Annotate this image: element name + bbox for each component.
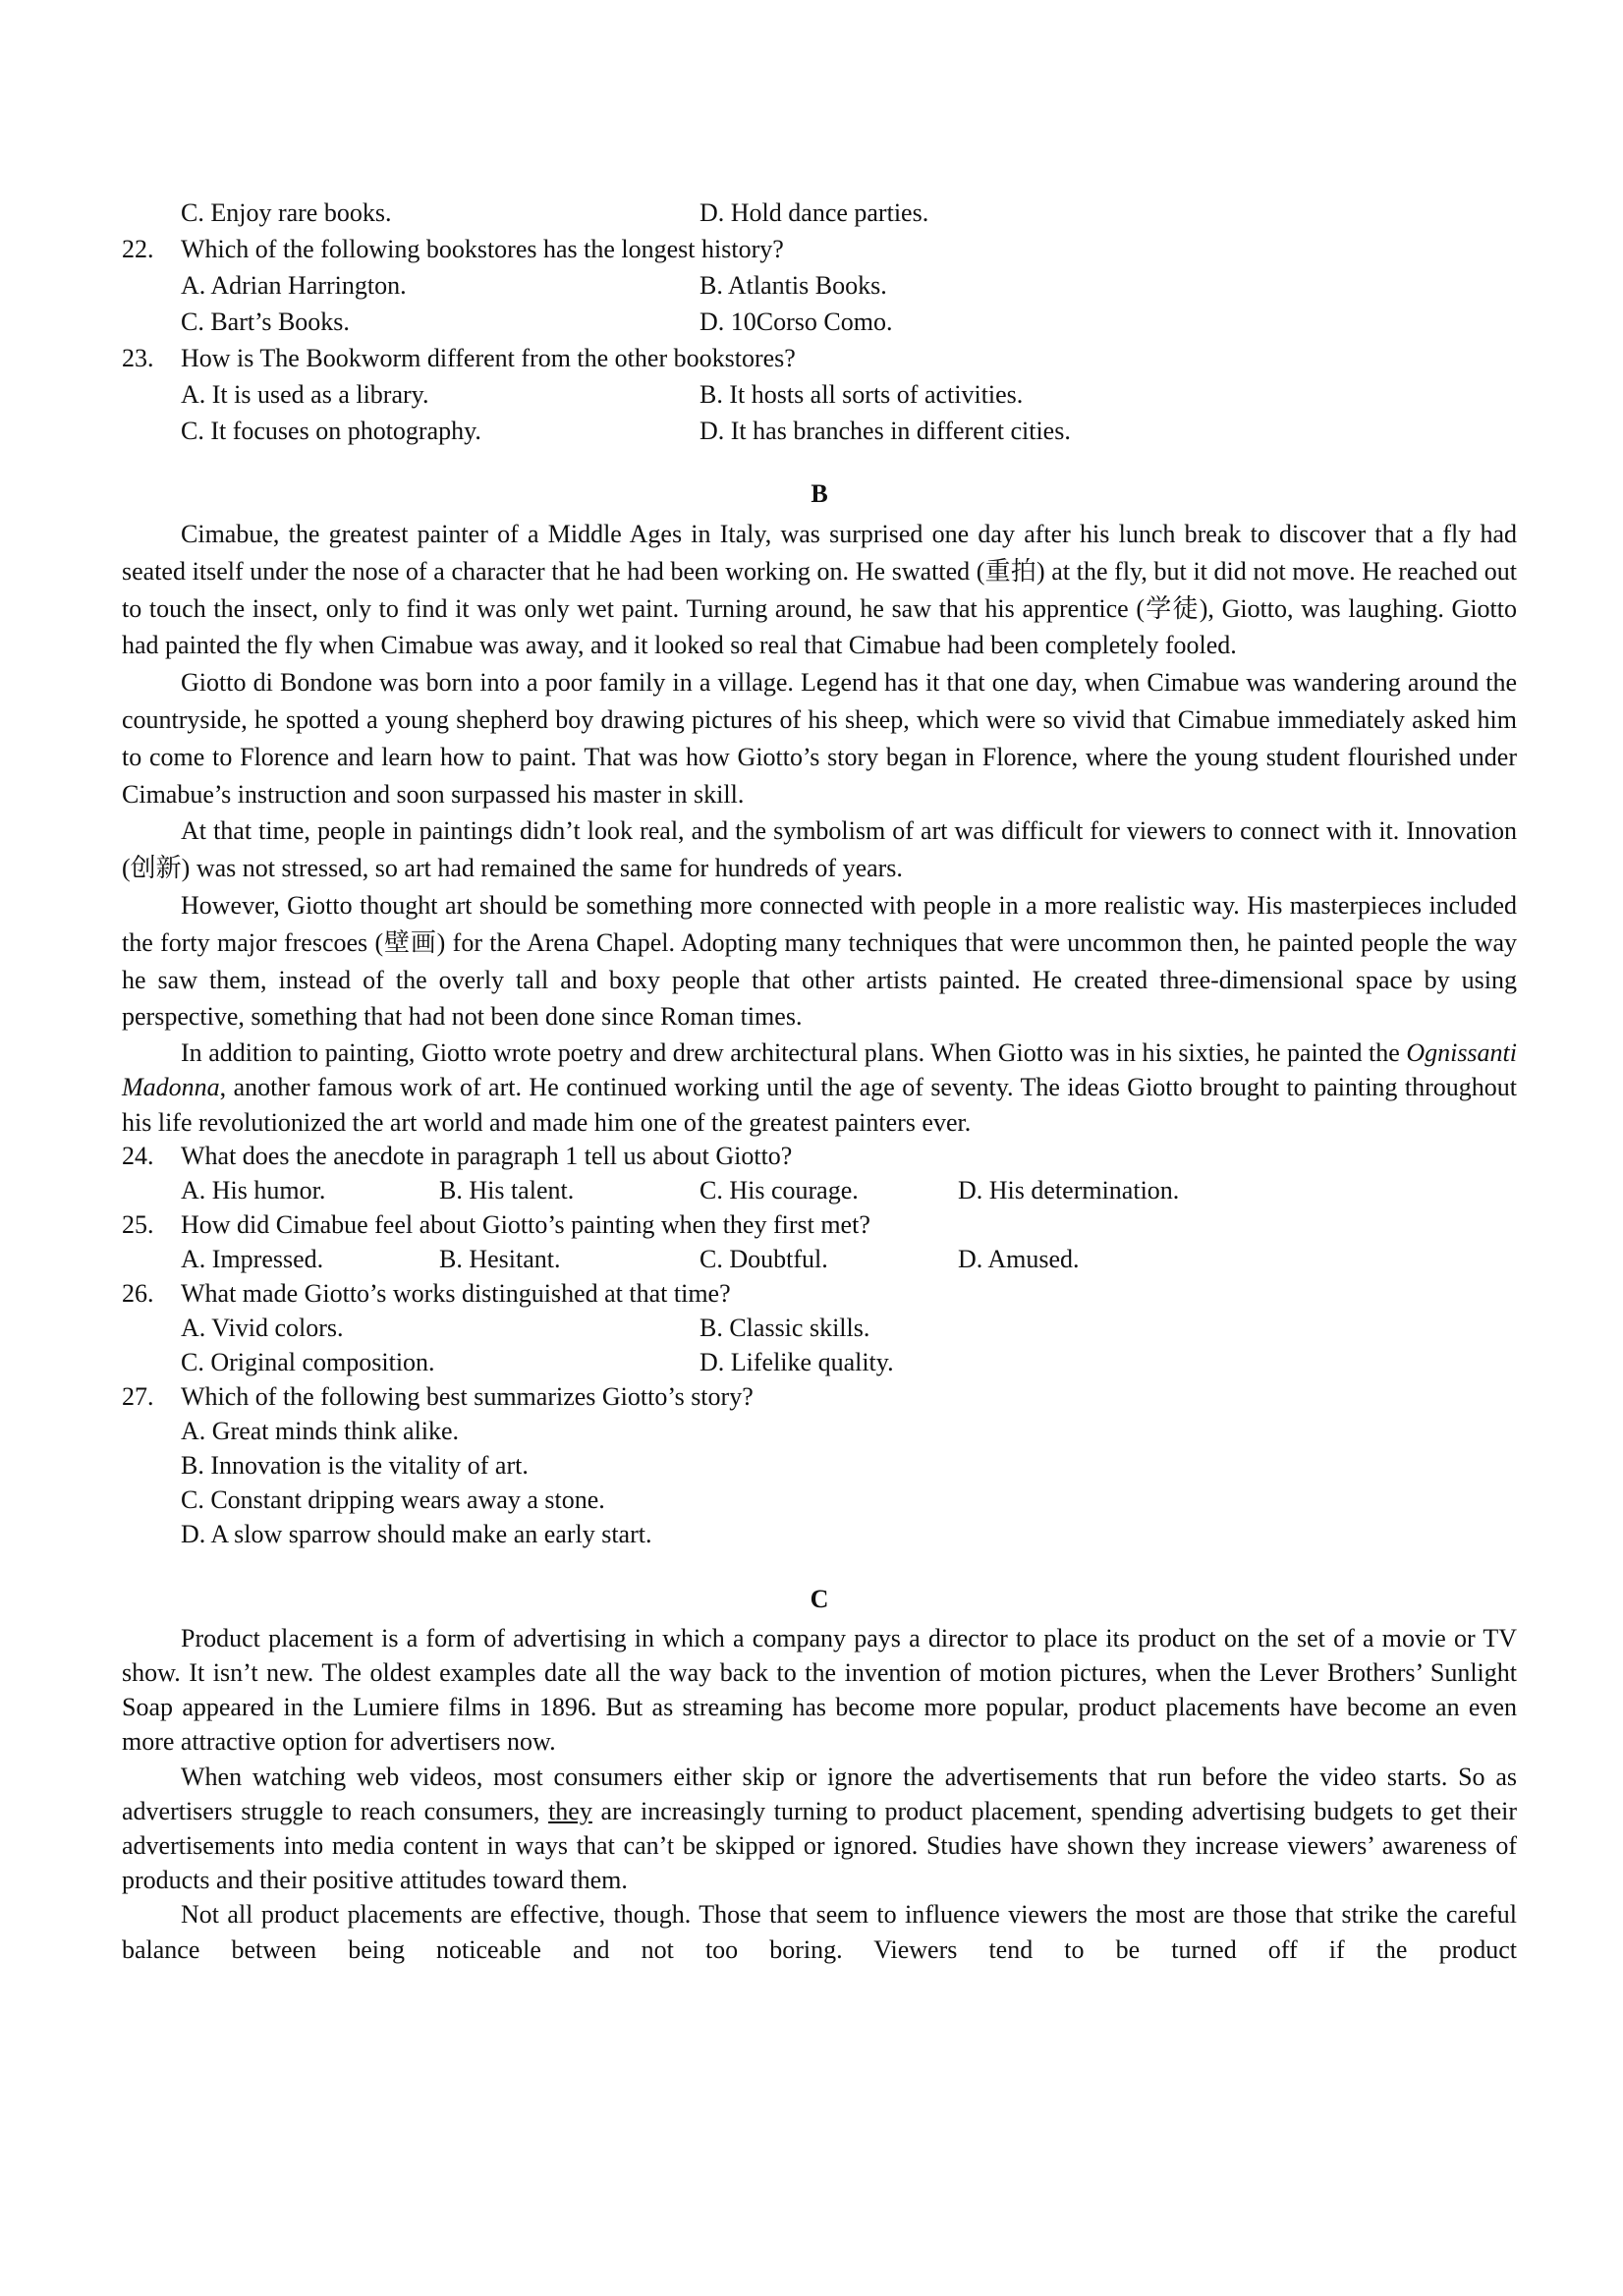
question-27: [122, 1380, 1517, 1415]
options-row: [122, 1243, 1517, 1277]
question-number: 24.: [122, 1142, 154, 1171]
option-a: A. Impressed.: [181, 1245, 324, 1274]
question-number: 26.: [122, 1279, 154, 1309]
question-number: 25.: [122, 1210, 154, 1240]
exam-page: [122, 195, 1517, 1967]
question-number: 22.: [122, 234, 154, 263]
option-a: A. His humor.: [181, 1176, 326, 1205]
options-row: [122, 267, 1517, 304]
paragraph-2-end: are increasingly turning to product placement, spending advertising budgets to get their advertisements into media content in ways that can’t be skipped or ignored. Studies have shown they increase viewers’ awareness of products and their positive attitudes toward them.: [122, 1796, 1518, 1895]
option-b: B. Innovation is the vitality of art.: [181, 1451, 529, 1481]
option-c: C. His courage.: [700, 1176, 859, 1205]
options-row: [122, 1312, 1517, 1346]
paragraph-1: Product placement is a form of advertising in which a company pays a director to place its product on the set of a movie or TV show. It isn’t new. The oldest examples date all the way back to the invention of motion pictures, when the Lever Brothers’ Sunlight Soap appeared in the Lumiere films in 1896. But as streaming has become more popular, product placements have become an even more attractive option for advertisers now.: [122, 1623, 1517, 1757]
options-row: [122, 1174, 1517, 1208]
question-text: How is The Bookworm different from the other bookstores?: [181, 343, 796, 372]
option-a: A. Adrian Harrington.: [181, 270, 407, 300]
section-heading-c: C: [810, 1584, 829, 1613]
option-c: C. Original composition.: [181, 1348, 435, 1377]
paragraph-2: Giotto di Bondone was born into a poor family in a village. Legend has it that one day, when Cimabue was wandering around the countryside, he spotted a young shepherd boy drawing pictures of his sheep, which were so vivid that Cimabue immediately asked him to come to Florence and learn how to paint. That was how Giotto’s story began in Florence, where the young student flourished under Cimabue’s instruction and soon surpassed his master in skill.: [122, 668, 1517, 809]
underlined-word: they: [548, 1796, 592, 1825]
option-c: C. Doubtful.: [700, 1245, 828, 1274]
paragraph-4: However, Giotto thought art should be something more connected with people in a more realistic way. His masterpieces included the forty major frescoes (壁画) for the Arena Chapel. Adopting many techniques that were uncommon then, he painted people the way he saw them, instead of the overly tall and boxy people that other artists painted. He created three-dimensional space by using perspective, something that had not been done since Roman times.: [122, 890, 1517, 1032]
option-a: A. Vivid colors.: [181, 1314, 344, 1343]
option-a: A. It is used as a library.: [181, 379, 429, 409]
option-c: C. Enjoy rare books.: [181, 197, 392, 227]
passage-c: [122, 1582, 1517, 1967]
artwork-title: Ognissanti Madonna: [122, 1038, 1517, 1102]
option-c: C. Bart’s Books.: [181, 307, 350, 336]
options-row: [122, 413, 1517, 449]
section-heading-b: B: [811, 479, 828, 508]
question-text: Which of the following bookstores has the longest history?: [181, 234, 784, 263]
options-row: [122, 376, 1517, 413]
option-b: B. It hosts all sorts of activities.: [700, 379, 1024, 409]
option-b: B. Classic skills.: [700, 1314, 870, 1343]
paragraph-3: At that time, people in paintings didn’t look real, and the symbolism of art was difficult for viewers to connect with it. Innovation (创新) was not stressed, so art had remained the same for hundreds of years.: [122, 816, 1517, 883]
options-row: [122, 1346, 1517, 1380]
passage-b: [122, 476, 1517, 1140]
paragraph-2-start: When watching web videos, most consumers either skip or ignore the advertisements that run before the video starts. So as advertisers struggle to reach consumers,: [122, 1762, 1517, 1825]
question-text: What made Giotto’s works distinguished at that time?: [181, 1279, 731, 1309]
option-b: B. His talent.: [439, 1176, 575, 1205]
option-c: C. Constant dripping wears away a stone.: [181, 1485, 605, 1515]
paragraph-5-end: , another famous work of art. He continued working until the age of seventy. The ideas Giotto brought to painting throughout his life revolutionized the art world and made him one of the greatest painters ever.: [122, 1073, 1517, 1137]
paragraph-2: [122, 1760, 1517, 1898]
question-number: 27.: [122, 1382, 154, 1412]
option-a: A. Great minds think alike.: [181, 1417, 460, 1446]
question-25: [122, 1208, 1517, 1243]
option-c: C. It focuses on photography.: [181, 416, 481, 445]
question-text: What does the anecdote in paragraph 1 tell us about Giotto?: [181, 1142, 793, 1171]
option-d: D. His determination.: [958, 1176, 1180, 1205]
options-row: [122, 304, 1517, 340]
question-23: [122, 340, 1517, 376]
question-22: [122, 231, 1517, 267]
option-d: D. Amused.: [958, 1245, 1080, 1274]
paragraph-3: Not all product placements are effective, though. Those that seem to influence viewers the most are those that strike the careful balance between being noticeable and not too boring. Viewers tend to be turned off if the product: [122, 1900, 1517, 1964]
option-b: B. Hesitant.: [439, 1245, 561, 1274]
option-d: D. A slow sparrow should make an early start.: [181, 1520, 652, 1549]
option-b: B. Atlantis Books.: [700, 270, 887, 300]
question-text: How did Cimabue feel about Giotto’s painting when they first met?: [181, 1210, 870, 1240]
option-d: D. Hold dance parties.: [700, 197, 929, 227]
question-text: Which of the following best summarizes Giotto’s story?: [181, 1382, 754, 1412]
option-d: D. Lifelike quality.: [700, 1348, 894, 1377]
question-24: [122, 1140, 1517, 1174]
option-d: D. It has branches in different cities.: [700, 416, 1071, 445]
paragraph-1: Cimabue, the greatest painter of a Middle Ages in Italy, was surprised one day after his lunch break to discover that a fly had seated itself under the nose of a character that he had been working on. He swatted (重拍) at the fly, but it did not move. He reached out to touch the insect, only to find it was only wet paint. Turning around, he saw that his apprentice (学徒), Giotto, was laughing. Giotto had painted the fly when Cimabue was away, and it looked so real that Cimabue had been completely fooled.: [122, 520, 1517, 660]
options-row: [122, 195, 1517, 231]
question-number: 23.: [122, 343, 154, 372]
paragraph-5-start: In addition to painting, Giotto wrote poetry and drew architectural plans. When Giotto was in his sixties, he painted the: [181, 1038, 1407, 1068]
question-26: [122, 1277, 1517, 1312]
option-d: D. 10Corso Como.: [700, 307, 893, 336]
paragraph-5: [122, 1036, 1517, 1140]
